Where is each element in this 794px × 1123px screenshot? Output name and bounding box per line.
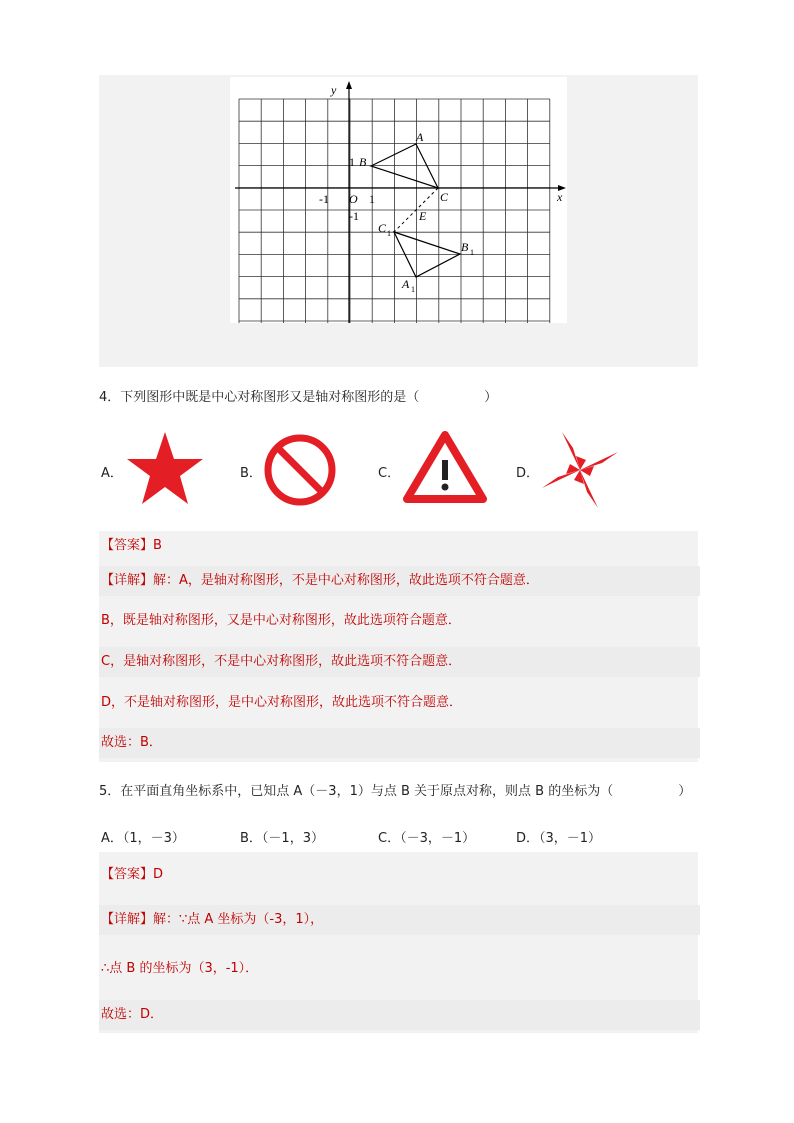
- point-b-label: B: [359, 155, 367, 169]
- tick-1-y: 1: [349, 155, 355, 169]
- coordinate-figure: [230, 77, 567, 323]
- point-b1-sub: 1: [470, 248, 474, 257]
- q4-option-c-label: C．: [378, 466, 401, 481]
- q4-detail-line-3: C，是轴对称图形，不是中心对称图形，故此选项不符合题意．: [99, 647, 700, 677]
- tick-1-x: 1: [369, 192, 375, 206]
- point-c1-label: C: [378, 221, 387, 235]
- q4-option-d-label: D．: [516, 466, 540, 481]
- q5-option-a: A．（1，－3）: [101, 831, 185, 846]
- no-entry-sign-icon: [262, 432, 338, 508]
- tick-neg1-y: -1: [349, 209, 359, 223]
- q5-detail-line-2: ∴点 B 的坐标为（3，-1）．: [101, 961, 259, 976]
- point-a1-label: A: [402, 277, 410, 291]
- coordinate-grid: [230, 77, 567, 323]
- warning-triangle-icon: [402, 430, 488, 504]
- q4-option-a-label: A．: [101, 466, 123, 481]
- q5-detail-line-1: 【详解】解：∵点 A 坐标为（-3，1），: [99, 905, 700, 935]
- question-5-text: 5．在平面直角坐标系中，已知点 A（－3，1）与点 B 关于原点对称，则点 B 的坐标为（ ）: [99, 784, 692, 799]
- q5-answer: 【答案】D: [101, 867, 164, 882]
- q4-option-b-label: B．: [240, 466, 262, 481]
- point-b1-label: B: [461, 240, 469, 254]
- q5-option-b: B．（－1，3）: [240, 831, 324, 846]
- question-4-text: 4．下列图形中既是中心对称图形又是轴对称图形的是（ ）: [99, 390, 498, 405]
- point-e-label: E: [419, 209, 427, 223]
- pinwheel-icon: [540, 430, 620, 510]
- q5-option-c: C．（－3，－1）: [378, 831, 476, 846]
- point-a-label: A: [416, 130, 424, 144]
- q5-detail-line-3: 故选：D．: [99, 1000, 700, 1030]
- q4-answer: 【答案】B: [101, 538, 162, 553]
- graph-panel: [99, 75, 698, 367]
- q4-detail-line-5: 故选：B．: [99, 728, 700, 758]
- x-axis-label: x: [557, 190, 563, 204]
- q4-detail-line-4: D，不是轴对称图形，是中心对称图形，故此选项不符合题意．: [101, 695, 463, 710]
- q4-detail-line-1: 【详解】解：A，是轴对称图形，不是中心对称图形，故此选项不符合题意．: [99, 566, 700, 596]
- point-c-label: C: [440, 190, 449, 204]
- q4-detail-line-2: B，既是轴对称图形，又是中心对称图形，故此选项符合题意．: [101, 613, 461, 628]
- tick-neg1-x: -1: [319, 192, 329, 206]
- origin-label: O: [349, 192, 358, 206]
- red-star-icon: [124, 430, 206, 508]
- y-axis-label: y: [331, 83, 337, 97]
- q4-answer-panel: [99, 531, 698, 762]
- q5-answer-panel: [99, 852, 698, 1033]
- point-c1-sub: 1: [387, 229, 391, 238]
- q5-option-d: D．（3，－1）: [516, 831, 602, 846]
- point-a1-sub: 1: [411, 285, 415, 294]
